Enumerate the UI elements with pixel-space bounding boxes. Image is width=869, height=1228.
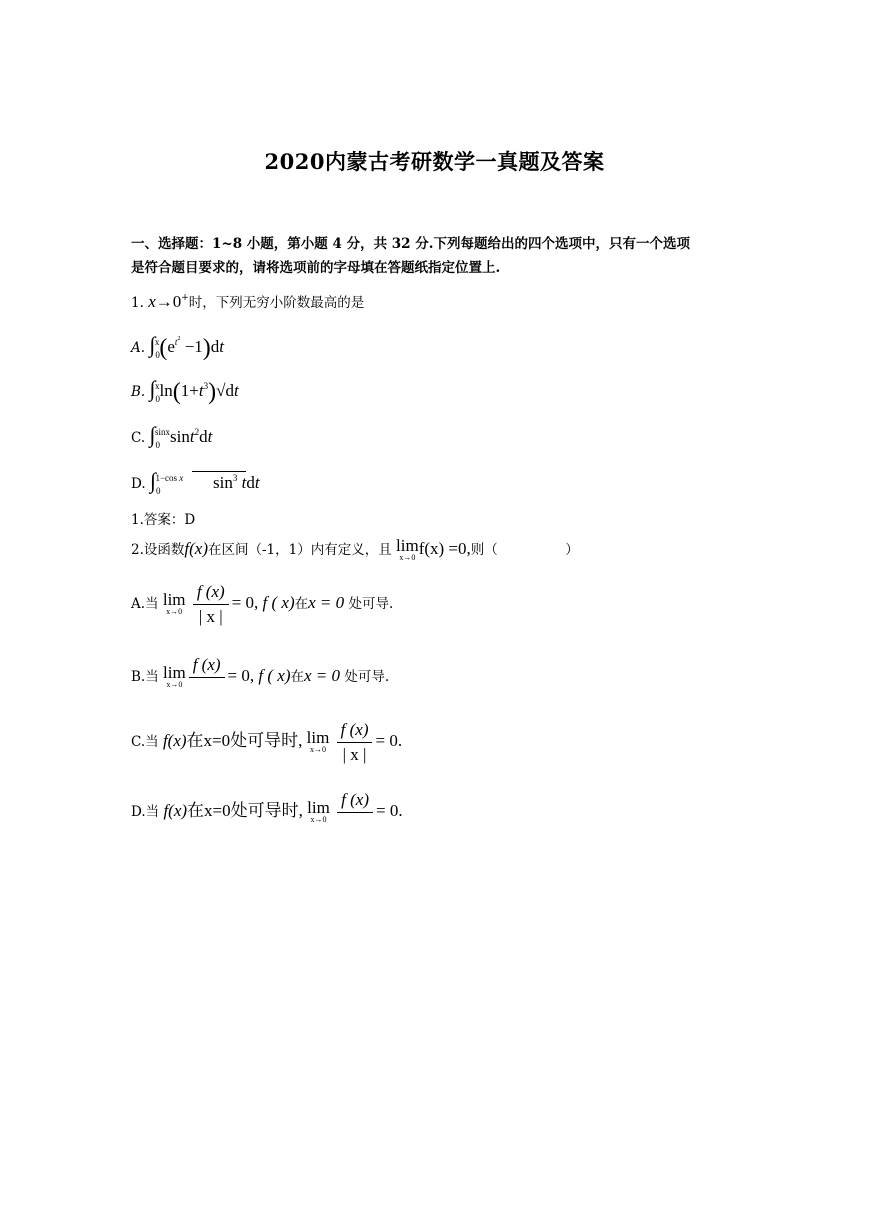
option-label: B. xyxy=(131,384,146,400)
formula-c: $\int_0^{sinx}\sin t^2dt$ xyxy=(149,422,213,450)
option-label: D. xyxy=(131,476,146,492)
answer-1: 1.答案：D xyxy=(131,512,196,528)
fraction: $\frac{f (x)}{| x |}$ xyxy=(337,720,373,765)
option-label: C. xyxy=(131,734,146,750)
formula-b: $\int_0^x\ln(1+t^3)√dt$ xyxy=(149,376,239,405)
fraction: f (x) xyxy=(337,790,373,835)
limit-body: f(x) =0, xyxy=(418,539,471,558)
question-1-stem xyxy=(131,291,364,312)
formula-a: $\int_0^x(e^{t^2} -1)dt$ xyxy=(149,332,225,361)
formula-d: $\int_0^{1-cos x}$ $\sin^3$ tdt xyxy=(149,468,260,496)
option-label: A. xyxy=(131,340,146,356)
option-a xyxy=(131,332,224,362)
page-title: 2020内蒙古考研数学一真题及答案 xyxy=(264,149,605,174)
option-b xyxy=(131,376,239,406)
option-label: B. xyxy=(131,669,146,685)
limit-arrow: →0 xyxy=(155,292,182,311)
section-heading-line2: 是符合题目要求的，请将选项前的字母填在答题纸指定位置上. xyxy=(131,260,501,276)
option-label: D. xyxy=(131,804,146,820)
question-text: 时，下列无穷小阶数最高的是 xyxy=(188,295,365,311)
fraction: $\frac{f (x)}{| x |}$ xyxy=(193,582,229,627)
fraction: f (x) xyxy=(189,655,225,700)
function-fx: f(x) xyxy=(184,539,208,558)
section-heading-line1: 一、选择题：1~8 小题，第小题 4 分，共 32 分.下列每题给出的四个选项中，只有一个选项 xyxy=(131,236,690,252)
q2-option-d: D.当 f(x)在x=0处可导时, lim x→0 f (x) = 0. xyxy=(131,790,403,835)
q2-option-c: C.当 f(x)在x=0处可导时, lim x→0 $\frac{f (x)}{| x |}$ = 0. xyxy=(131,720,403,764)
variable-x: x xyxy=(148,292,156,311)
option-d xyxy=(131,468,260,496)
question-number: 2. xyxy=(131,542,144,558)
option-label: C. xyxy=(131,430,146,446)
question-text-tail: 则（ ） xyxy=(470,542,579,558)
plus-superscript: + xyxy=(181,293,189,303)
question-2-stem xyxy=(131,538,579,562)
option-label: A. xyxy=(131,596,146,612)
question-text-lead: 设函数 xyxy=(143,542,185,558)
question-text-mid: 在区间（-1，1）内有定义，且 xyxy=(207,542,392,558)
limit-expression: lim x→0 xyxy=(396,536,419,562)
q2-option-a: A.当 lim x→0 $\frac{f (x)}{| x |}$ = 0, f ( x)在x = 0 处可导. xyxy=(131,582,394,626)
option-c xyxy=(131,422,212,450)
question-number: 1. xyxy=(131,295,144,311)
q2-option-b: B.当 lim x→0 f (x) = 0, f ( x)在x = 0 处可导. xyxy=(131,655,389,700)
